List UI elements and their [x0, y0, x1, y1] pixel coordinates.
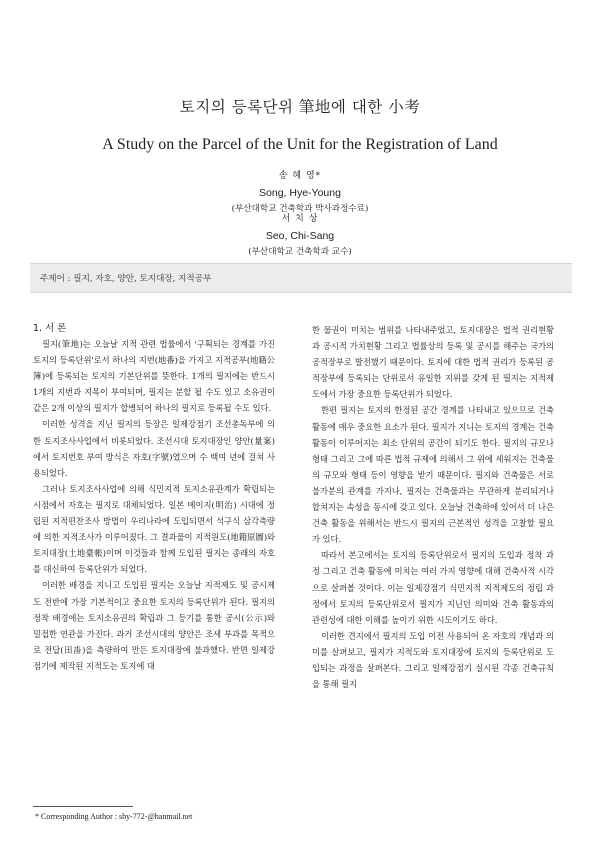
title-korean: 토지의 등록단위 筆地에 대한 小考 [179, 98, 421, 116]
section-heading-introduction: 1. 서 론 [33, 323, 67, 334]
footnote-corresponding-author: * Corresponding Author : shy-772-@hanmail.net [35, 812, 193, 821]
author-1 [0, 172, 600, 215]
body-paragraph: 한편 필지는 토지의 한정된 공간 경계를 나타내고 있으므로 건축 활동에 매우 중요한 요소가 된다. 필지가 지니는 토지의 경계는 건축 활동이 이루어지는 최소 단위의 공간이 되기도 한다. 필지의 규모나 형태 그리고 그에 따른 법적 규제에 의해서 그 위에 세워지는 건축물의 규모와 형태 등이 영향을 받기 때문이다. 필지와 건축물은 서로 불가분의 관계를 가지나, 필지는 건축물과는 무관하게 분리되거나 합쳐지는 속성을 동시에 갖고 있다. 오늘날 건축하에 있어서 더 나은 건축 활동을 위해서는 반드시 필지의 근본적인 성격을 고찰할 필요가 있다. [312, 405, 554, 545]
body-paragraph: 이러한 배경을 지니고 도입된 필지는 오늘날 지적제도 및 공시제도 전반에 가장 기본적이고 중요한 토지의 등록단위가 된다. 필지의 정착 배경에는 토지소유권의 확립과 그 등기를 통한 공시(公示)와 밀접한 연관을 가진다. 과거 조선시대의 양안은 조세 부과를 목적으로 전답(田畓)을 측량하여 만든 토지대장에 불과했다. 반면 일제강점기에 제작된 지적도는 토지에 대 [33, 580, 275, 671]
author-2-affiliation: (부산대학교 건축학과 교수) [248, 247, 352, 257]
body-paragraph: 이러한 성격을 지닌 필지의 등장은 일제강점기 조선총독부에 의한 토지조사사업에서 비롯되었다. 조선시대 토지대장인 양안(量案)에서 토지번호 부여 방식은 자호(字號)였으며 수 백여 년에 걸쳐 사용되었다. [33, 419, 275, 478]
body-paragraph: 그러나 토지조사사업에 의해 식민지적 토지소유관계가 확립되는 시점에서 자호는 필지로 대체되었다. 일본 메이지(明治) 시대에 정립된 지적편찬조사 방법이 우리나라에 도입되면서 석구식 삼각측량에 의한 지적조사가 이루어졌다. 그 결과물이 지적원도(地籍原圖)와 토지대장(土地臺帳)이며 이것들과 함께 도입된 필지는 종래의 자호를 대신하여 등록단위가 되었다. [33, 483, 275, 575]
body-paragraph: 필지(筆地)는 오늘날 지적 관련 법률에서 '구획되는 경계를 가진 토지의 등록단위'로서 하나의 지번(地番)을 가지고 지적공부(地籍公簿)에 등록되는 토지의 기본단위를 뜻한다. 1개의 필지에는 반드시 1개의 지번과 지목이 부여되며, 필지는 분할 될 수도 있고 소유권이 같은 2개 이상의 필지가 합병되어 하나의 필지로 등록될 수도 있다. [33, 339, 275, 414]
footnote-divider [33, 806, 133, 807]
author-1-affiliation: (부산대학교 건축학과 박사과정수료) [231, 204, 369, 214]
right-column [312, 322, 554, 692]
author-1-name-en: Song, Hye-Young [259, 187, 341, 199]
body-paragraph: 한 물권이 미치는 범위를 나타내주었고, 토지대장은 법적 권리현황과 공시적 가치현황 그리고 법률상의 등록 및 공시를 해주는 국가의 공적장부로 발전했기 때문이다. 토지에 대한 법적 권리가 등록된 공적장부에 등록되는 단위로서 유일한 지위를 갖게 된 필지는 지적제도에서 가장 중요한 등록단위가 되었다. [312, 325, 554, 400]
author-1-name-ko: 송 혜 영* [278, 171, 322, 181]
author-2-name-en: Seo, Chi-Sang [265, 230, 335, 242]
keywords-box [30, 263, 572, 293]
body-paragraph: 이러한 견지에서 필지의 도입 이전 사용되어 온 자호의 개념과 의미를 살펴보고, 필지가 지적도와 토지대장에 토지의 등록단위로 도입되는 과정을 살펴본다. 그리고 일제강점기 실시된 각종 건축규칙을 통해 필지 [312, 630, 554, 690]
author-2-name-ko: 서 치 상 [281, 214, 319, 224]
keywords-text: 주제어 : 필지, 자호, 양안, 토지대장, 지적공부 [40, 274, 212, 284]
title-english: A Study on the Parcel of the Unit for the Registration of Land [102, 136, 498, 153]
body-paragraph: 따라서 본고에서는 토지의 등록단위로서 필지의 도입과 정착 과정 그리고 건축 활동에 미치는 여러 가지 영향에 대해 건축사적 시각으로 살펴볼 것이다. 이는 일제강점기 식민지적 지적제도의 정립 과정에서 토지의 등록단위로서 필지가 지닌던 의미와 건축 활동과의 관련성에 대한 이해를 높이기 위한 시도이기도 하다. [312, 550, 554, 625]
left-column [33, 322, 275, 674]
author-2 [0, 215, 600, 258]
